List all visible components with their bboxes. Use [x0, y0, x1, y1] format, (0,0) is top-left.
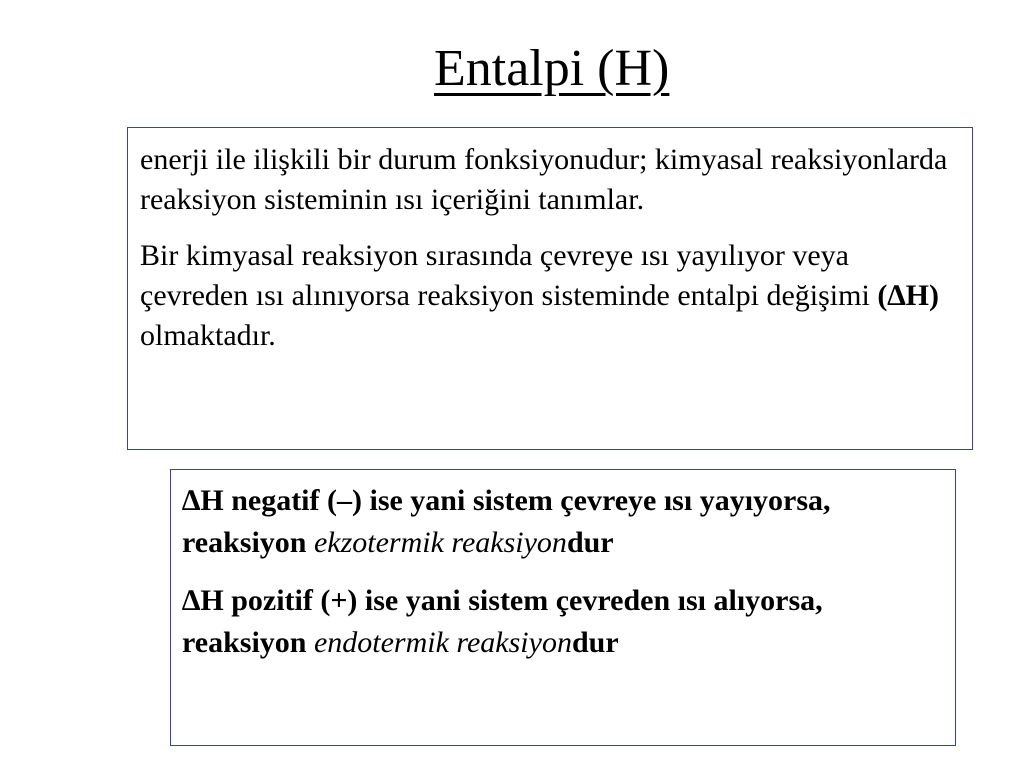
endothermic-term: endotermik reaksiyon	[313, 626, 572, 659]
definition-paragraph-1: enerji ile ilişkili bir durum fonksiyonudur; kimyasal reaksiyonlarda reaksiyon sisteminin ısı içeriğini tanımlar.	[140, 143, 948, 216]
negative-delta-h-statement	[182, 480, 947, 564]
negative-statement-suffix: dur	[566, 526, 614, 559]
exothermic-term: ekzotermik reaksiyon	[313, 526, 567, 559]
definition-paragraph-2	[140, 236, 962, 356]
positive-statement-suffix: dur	[571, 626, 619, 659]
negative-statement-text: ∆H negatif (–) ise yani sistem çevreye ısı yayıyorsa, reaksiyon	[182, 484, 831, 559]
definition-box	[127, 127, 973, 450]
positive-statement-text: ∆H pozitif (+) ise yani sistem çevreden ısı alıyorsa, reaksiyon	[182, 584, 823, 659]
enthalpy-sign-box	[170, 469, 956, 746]
definition-paragraph-2-text: Bir kimyasal reaksiyon sırasında çevreye ısı yayılıyor veya çevreden ısı alınıyorsa reaksiyon sisteminde entalpi değişimi	[140, 239, 878, 312]
delta-h-symbol: (∆H)	[877, 279, 939, 312]
definition-paragraph-2-end: olmaktadır.	[140, 319, 276, 352]
slide-title: Entalpi (H)	[434, 40, 670, 97]
positive-delta-h-statement	[182, 580, 947, 664]
